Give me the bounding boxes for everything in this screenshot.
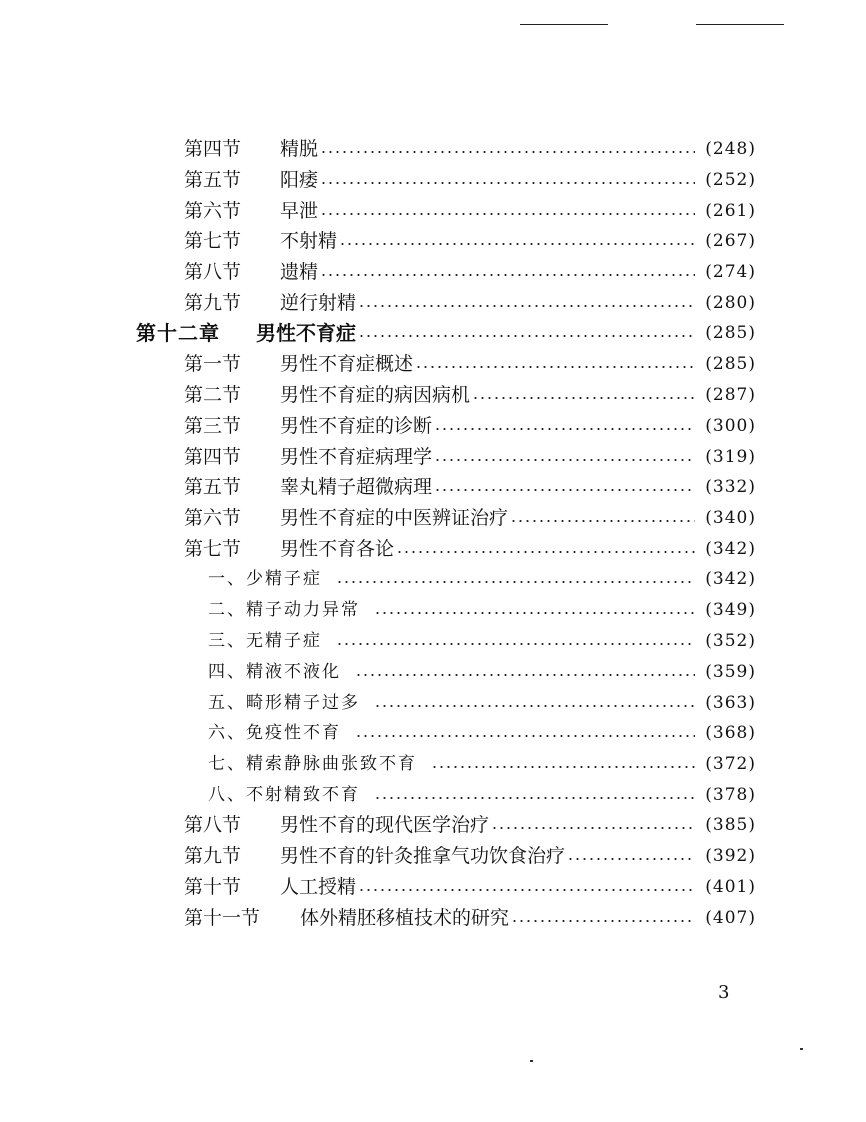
page-ref: (285) — [705, 354, 756, 374]
chapter-title: 男性不育症 — [256, 321, 356, 345]
section-title: 阳痿 — [280, 169, 319, 191]
dot-leader — [355, 735, 695, 737]
section-title: 体外精胚移植技术的研究 — [300, 907, 510, 929]
toc-entry — [184, 411, 756, 441]
page-ref: (372) — [705, 754, 756, 774]
dot-leader — [358, 335, 695, 337]
toc-subentry — [208, 688, 756, 718]
subsection-title: 四、精液不液化 — [208, 662, 341, 682]
page-ref: (285) — [705, 323, 756, 343]
page-ref: (359) — [705, 662, 756, 682]
section-number: 第八节 — [184, 261, 242, 283]
page-ref: (342) — [705, 539, 756, 559]
section-number: 第三节 — [184, 415, 242, 437]
section-number: 第十一节 — [184, 907, 261, 929]
section-title: 男性不育症的诊断 — [280, 415, 433, 437]
toc-entry — [184, 810, 756, 840]
section-title: 男性不育的针灸推拿气功饮食治疗 — [280, 845, 566, 867]
subsection-title: 五、畸形精子过多 — [208, 693, 360, 713]
scan-speck — [530, 1060, 533, 1062]
section-number: 第五节 — [184, 476, 242, 498]
subsection-title: 三、无精子症 — [208, 631, 322, 651]
dot-leader — [339, 243, 695, 245]
dot-leader — [320, 274, 695, 276]
section-number: 第七节 — [184, 538, 242, 560]
toc-entry — [184, 534, 756, 564]
section-title: 人工授精 — [280, 876, 357, 898]
page-ref: (252) — [705, 170, 756, 190]
dot-leader — [434, 489, 695, 491]
dot-leader — [374, 797, 695, 799]
section-title: 男性不育各论 — [280, 538, 395, 560]
page-ref: (349) — [705, 600, 756, 620]
page-ref: (280) — [705, 293, 756, 313]
page-ref: (248) — [705, 139, 756, 159]
dot-leader — [431, 766, 695, 768]
toc-entry — [184, 226, 756, 256]
page-ref: (368) — [705, 723, 756, 743]
subsection-title: 一、少精子症 — [208, 569, 322, 589]
toc-entry — [184, 472, 756, 502]
section-number: 第四节 — [184, 138, 242, 160]
page-number: 3 — [718, 982, 730, 1003]
dot-leader — [320, 213, 695, 215]
page-ref: (385) — [705, 815, 756, 835]
page-ref: (274) — [705, 262, 756, 282]
dot-leader — [511, 920, 695, 922]
section-title: 遗精 — [280, 261, 319, 283]
section-title: 逆行射精 — [280, 292, 357, 314]
dot-leader — [434, 459, 695, 461]
page-ref: (407) — [705, 908, 756, 928]
chapter-number: 第十二章 — [136, 321, 220, 345]
page-ref: (261) — [705, 201, 756, 221]
toc-entry — [184, 134, 756, 164]
section-number: 第九节 — [184, 292, 242, 314]
toc-subentry — [208, 780, 756, 810]
header-rule-right — [696, 24, 784, 25]
toc-subentry — [208, 595, 756, 625]
toc-entry — [184, 503, 756, 533]
toc-subentry — [208, 657, 756, 687]
section-number: 第七节 — [184, 230, 242, 252]
section-number: 第一节 — [184, 353, 242, 375]
section-number: 第二节 — [184, 384, 242, 406]
page-ref: (401) — [705, 877, 756, 897]
dot-leader — [358, 889, 695, 891]
page-ref: (363) — [705, 693, 756, 713]
dot-leader — [567, 858, 695, 860]
toc-subentry — [208, 749, 756, 779]
section-number: 第四节 — [184, 446, 242, 468]
toc-entry — [184, 165, 756, 195]
dot-leader — [336, 643, 695, 645]
toc-subentry — [208, 718, 756, 748]
page-ref: (332) — [705, 477, 756, 497]
toc-subentry — [208, 626, 756, 656]
toc-entry — [184, 349, 756, 379]
section-title: 睾丸精子超微病理 — [280, 476, 433, 498]
page-ref: (342) — [705, 569, 756, 589]
toc-entry — [184, 288, 756, 318]
section-number: 第八节 — [184, 814, 242, 836]
section-number: 第六节 — [184, 200, 242, 222]
scan-speck — [800, 1048, 803, 1050]
toc-subentry — [208, 564, 756, 594]
section-title: 男性不育症概述 — [280, 353, 414, 375]
section-number: 第十节 — [184, 876, 242, 898]
section-title: 男性不育的现代医学治疗 — [280, 814, 490, 836]
subsection-title: 八、不射精致不育 — [208, 785, 360, 805]
toc-entry — [184, 872, 756, 902]
page-ref: (300) — [705, 416, 756, 436]
toc-entry — [184, 903, 756, 933]
dot-leader — [491, 827, 695, 829]
dot-leader — [320, 151, 695, 153]
dot-leader — [355, 674, 695, 676]
dot-leader — [434, 428, 695, 430]
section-title: 精脱 — [280, 138, 319, 160]
dot-leader — [374, 705, 695, 707]
page-ref: (319) — [705, 447, 756, 467]
section-number: 第五节 — [184, 169, 242, 191]
dot-leader — [415, 366, 695, 368]
page-ref: (352) — [705, 631, 756, 651]
section-title: 男性不育症的病因病机 — [280, 384, 471, 406]
toc-entry — [184, 257, 756, 287]
section-number: 第九节 — [184, 845, 242, 867]
subsection-title: 六、免疫性不育 — [208, 723, 341, 743]
section-title: 不射精 — [280, 230, 338, 252]
page-ref: (392) — [705, 846, 756, 866]
dot-leader — [396, 551, 695, 553]
page-ref: (340) — [705, 508, 756, 528]
section-title: 男性不育症的中医辨证治疗 — [280, 507, 509, 529]
page-ref: (378) — [705, 785, 756, 805]
section-number: 第六节 — [184, 507, 242, 529]
dot-leader — [472, 397, 695, 399]
subsection-title: 二、精子动力异常 — [208, 600, 360, 620]
section-title: 男性不育症病理学 — [280, 446, 433, 468]
dot-leader — [358, 305, 695, 307]
subsection-title: 七、精索静脉曲张致不育 — [208, 754, 417, 774]
dot-leader — [336, 581, 695, 583]
page-ref: (267) — [705, 231, 756, 251]
toc-entry — [184, 380, 756, 410]
dot-leader — [510, 520, 695, 522]
toc-entry — [184, 196, 756, 226]
section-title: 早泄 — [280, 200, 319, 222]
toc-entry — [184, 841, 756, 871]
dot-leader — [374, 612, 695, 614]
toc-chapter-entry — [136, 318, 756, 348]
header-rule-left — [520, 24, 608, 25]
dot-leader — [320, 182, 695, 184]
page-ref: (287) — [705, 385, 756, 405]
toc-entry — [184, 442, 756, 472]
